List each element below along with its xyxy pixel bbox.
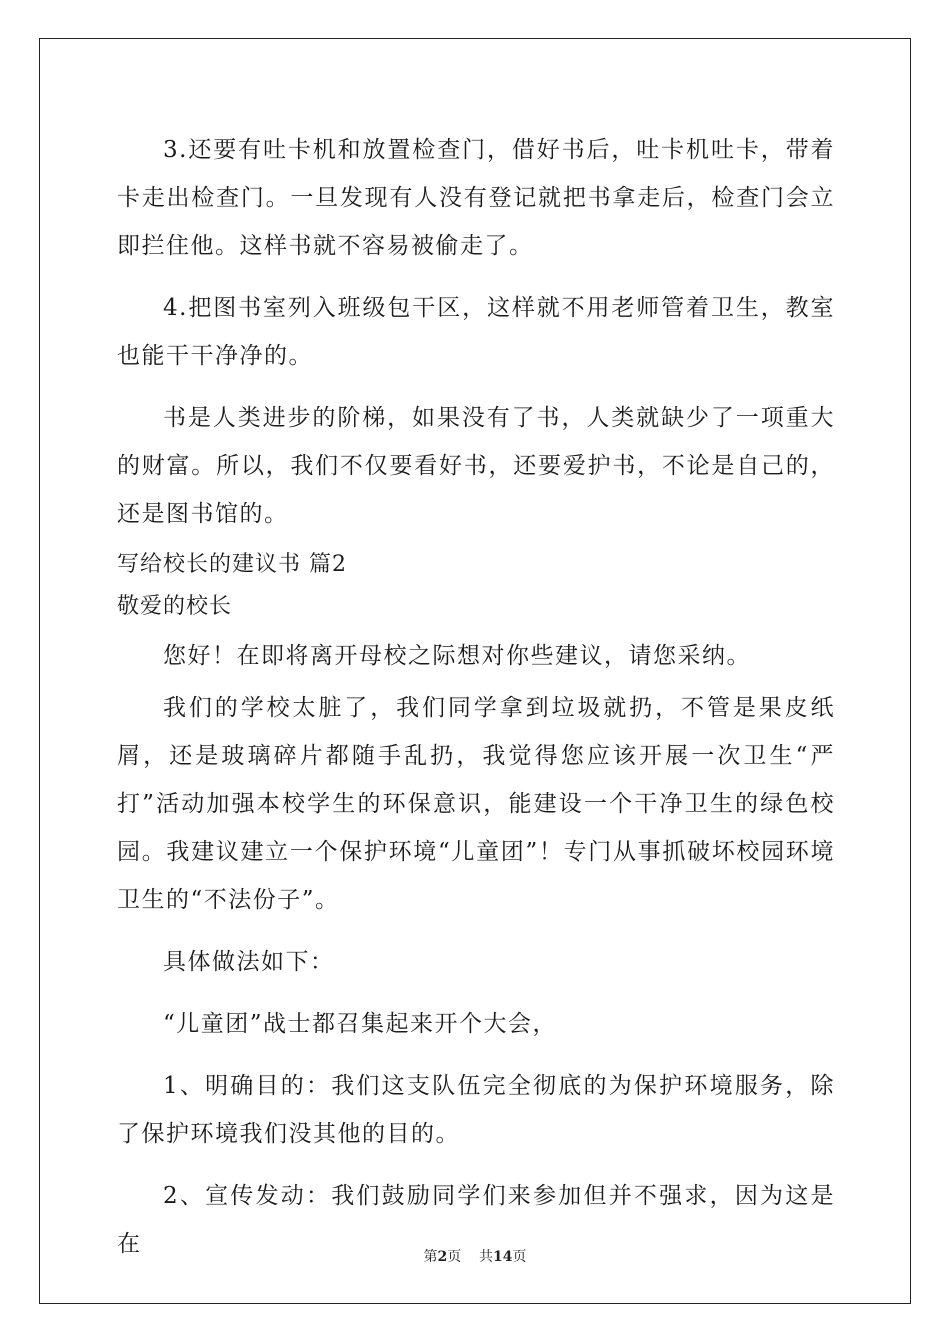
paragraph-conclusion: 书是人类进步的阶梯，如果没有了书，人类就缺少了一项重大的财富。所以，我们不仅要看好书，还要爱护书，不论是自己的，还是图书馆的。 [117,405,835,527]
footer-page-number: 2 [437,1249,448,1265]
paragraph-goal: 1、明确目的：我们这支队伍完全彻底的为保护环境服务，除了保护环境我们没其他的目的。 [117,1073,835,1147]
paragraph-problem: 我们的学校太脏了，我们同学拿到垃圾就扔，不管是果皮纸屑，还是玻璃碎片都随手乱扔，我觉得您应该开展一次卫生“严打”活动加强本校学生的环保意识，能建设一个干净卫生的绿色校园。我建议建立一个保护环境“儿童团”！专门从事抓破坏校园环境卫生的“不法份子”。 [117,695,835,913]
page-footer [0,1246,950,1266]
paragraph-method-intro: 具体做法如下： [163,949,335,975]
footer-page-prefix: 第 [423,1249,438,1265]
footer-total-prefix: 共 [479,1249,494,1265]
footer-total-suffix: 页 [512,1249,527,1265]
document-body [117,126,835,1282]
paragraph-step-4: 4.把图书室列入班级包干区，这样就不用老师管着卫生，教室也能干干净净的。 [117,295,835,369]
footer-total-number: 14 [493,1249,513,1265]
paragraph-publicity: 2、宣传发动：我们鼓励同学们来参加但并不强求，因为这是在 [117,1183,835,1257]
footer-page-suffix: 页 [447,1249,462,1265]
paragraph-greeting: 您好！在即将离开母校之际想对你些建议，请您采纳。 [163,643,751,669]
paragraph-meeting: “儿童团”战士都召集起来开个大会， [163,1011,558,1037]
section-title: 写给校长的建议书 篇2 [117,552,347,577]
paragraph-step-3: 3.还要有吐卡机和放置检查门，借好书后，吐卡机吐卡，带着卡走出检查门。一旦发现有人没有登记就把书拿走后，检查门会立即拦住他。这样书就不容易被偷走了。 [117,137,835,259]
salutation: 敬爱的校长 [117,594,233,619]
